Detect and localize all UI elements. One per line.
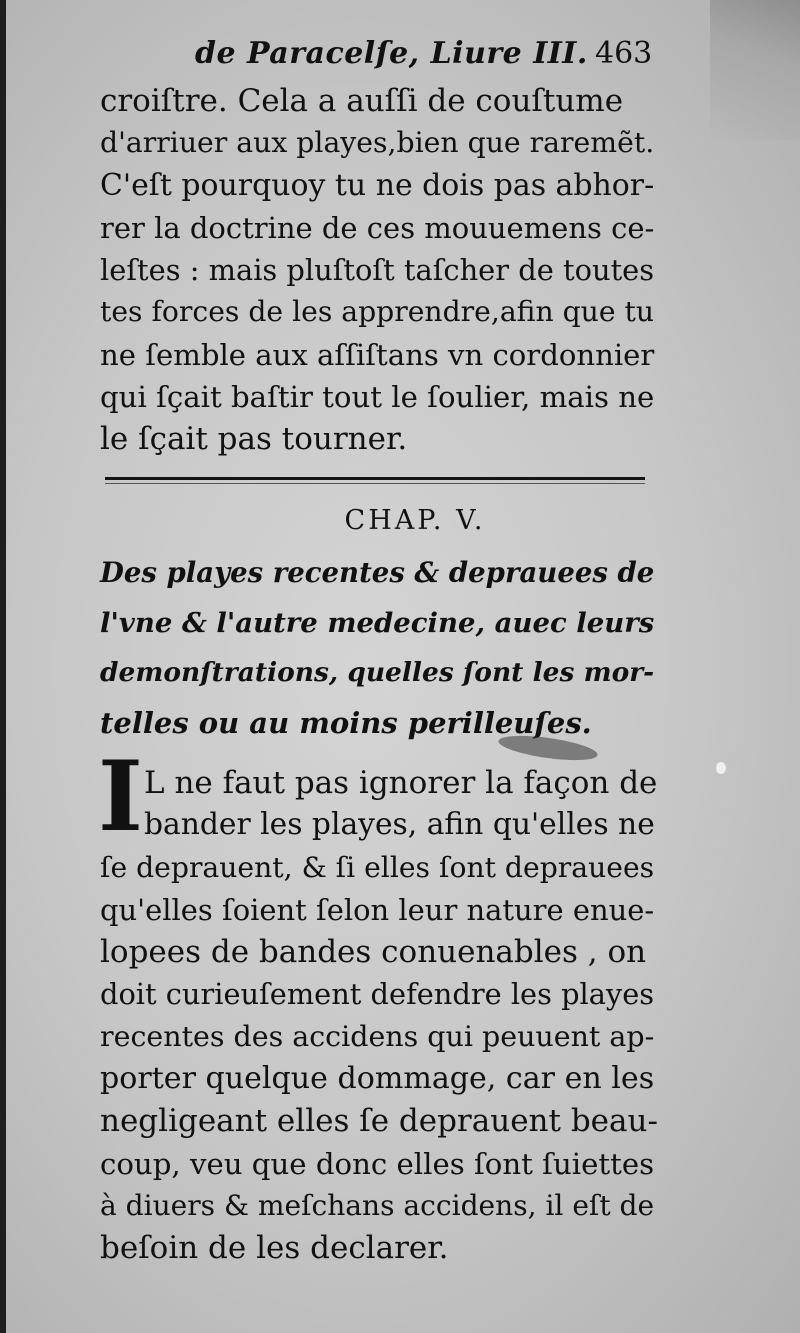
chapter-title-line: Des playes recentes & deprauees de [100, 557, 655, 589]
text-line: qui ſçait baſtir tout le ſoulier, mais ne [100, 380, 655, 415]
chapter-title-line: telles ou au moins perilleuſes. [100, 706, 592, 740]
text-line: tes forces de les apprendre,afin que tu [100, 295, 655, 329]
text-line: coup, veu que donc elles ſont ſuiettes [100, 1146, 655, 1181]
text-line: croiſtre. Cela a auſſi de couſtume [100, 83, 624, 119]
page-number: 463 [595, 36, 653, 71]
text-line: L ne faut pas ignorer la façon de [144, 765, 658, 801]
text-line: porter quelque dommage, car en les [100, 1061, 655, 1097]
text-line: negligeant elles ſe deprauent beau- [100, 1103, 658, 1140]
text-line: recentes des accidens qui peuuent ap- [100, 1019, 655, 1053]
drop-cap: I [98, 740, 143, 853]
chapter-title [100, 548, 660, 748]
text-line: lopees de bandes conuenables , on [100, 934, 647, 971]
chapter-title-line: demonſtrations, quelles ſont les mor- [100, 657, 655, 688]
page-corner-shadow [710, 0, 800, 140]
page-edge-shadow [0, 0, 6, 1333]
text-line: à diuers & meſchans accidens, il eſt de [100, 1188, 655, 1222]
text-line: ſe deprauent, & ſi elles ſont deprauees [100, 850, 655, 884]
chapter-title-line: l'vne & l'autre medecine, auec leurs [100, 607, 655, 639]
chapter-heading: CHAP. V. [344, 505, 486, 536]
chapter-paragraph [100, 762, 660, 1270]
text-line: qu'elles ſoient ſelon leur nature enue- [100, 892, 655, 927]
section-rule-thin [105, 483, 645, 484]
text-line: C'eſt pourquoy tu ne dois pas abhor- [100, 167, 655, 203]
text-line: ne ſemble aux aſſiſtans vn cordonnier [100, 337, 655, 372]
text-line: leſtes : mais pluſtoſt taſcher de toutes [100, 253, 655, 288]
page-header [195, 36, 675, 86]
text-line: rer la doctrine de ces mouuemens ce- [100, 210, 655, 245]
section-rule [105, 477, 645, 480]
paper-hole [716, 762, 726, 774]
text-line: le ſçait pas tourner. [100, 421, 408, 458]
text-line: d'arriuer aux playes,bien que raremẽt. [100, 126, 655, 160]
paragraph-continued [100, 80, 660, 461]
running-head: de Paracelſe, Liure III. [195, 36, 588, 71]
text-line: bander les playes, afin qu'elles ne [144, 807, 655, 843]
text-line: doit curieuſement defendre les playes [100, 977, 655, 1012]
text-line: beſoin de les declarer. [100, 1230, 449, 1267]
